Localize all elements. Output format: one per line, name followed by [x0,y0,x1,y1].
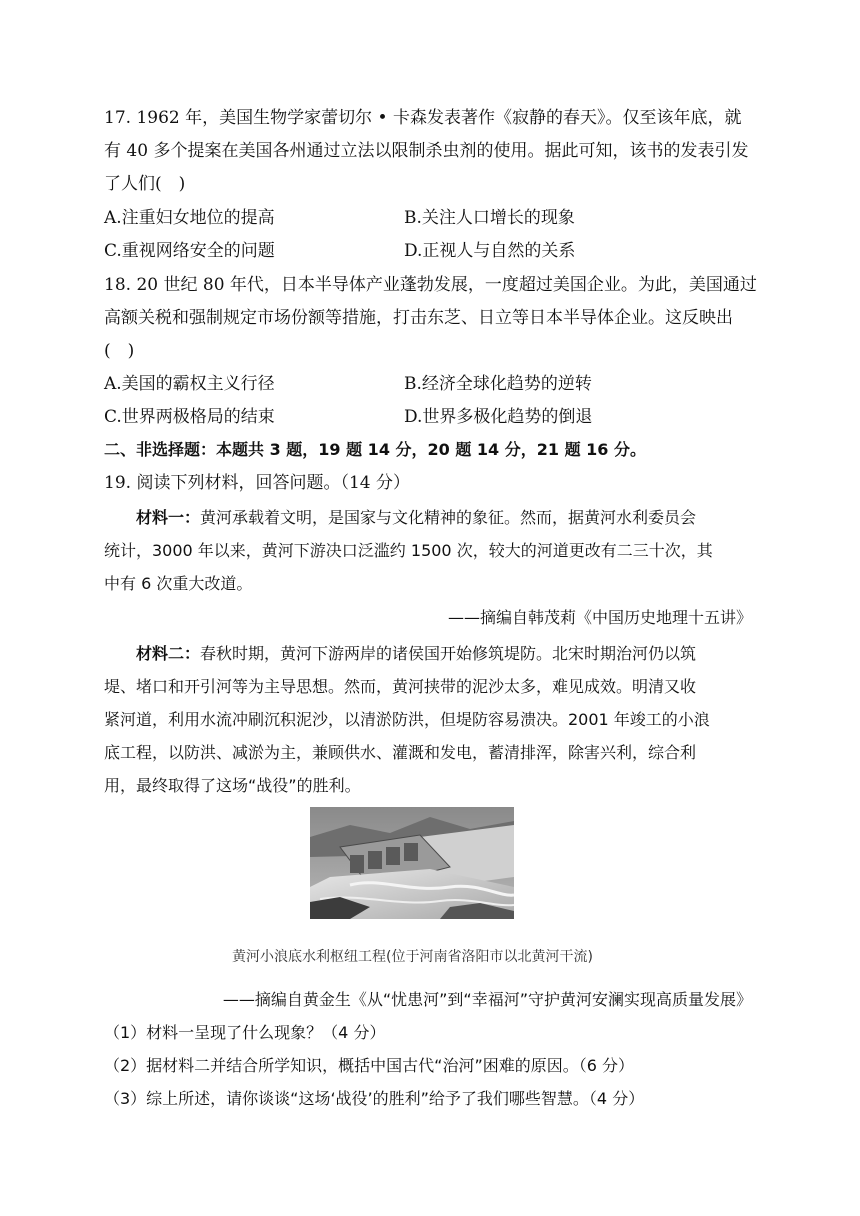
q19-sub-3: （3）综上所述，请你谈谈“这场‘战役’的胜利”给予了我们哪些智慧。（4 分） [104,1089,645,1108]
q17-option-b: B.关注人口增长的现象 [404,208,575,228]
material-1-source: ——摘编自韩茂莉《中国历史地理十五讲》 [447,608,752,627]
material-2-source: ——摘编自黄金生《从“忧患河”到“幸福河”守护黄河安澜实现高质量发展》 [222,990,752,1009]
q18-option-c: C.世界两极格局的结束 [104,407,275,427]
material-2-line-1 [136,643,696,665]
material-1-line-3: 中有 6 次重大改道。 [104,574,253,593]
dam-photo-image [310,807,514,919]
q17-line-3: 了人们( ) [104,174,186,194]
section-2-heading: 二、非选择题：本题共 3 题，19 题 14 分，20 题 14 分，21 题 16 分。 [104,440,647,459]
q18-option-a: A.美国的霸权主义行径 [104,374,275,394]
q19-sub-2: （2）据材料二并结合所学知识，概括中国古代“治河”困难的原因。（6 分） [104,1056,635,1075]
material-2-label: 材料二： [136,644,201,663]
material-1-line-1 [136,507,696,529]
material-1-text-1: 黄河承载着文明，是国家与文化精神的象征。然而，据黄河水利委员会 [200,508,697,527]
material-2-text-1: 春秋时期，黄河下游两岸的诸侯国开始修筑堤防。北宋时期治河仍以筑 [200,644,697,663]
q18-option-b: B.经济全球化趋势的逆转 [404,374,592,394]
q18-line-3: ( ) [104,341,135,361]
dam-photo-caption: 黄河小浪底水利枢纽工程(位于河南省洛阳市以北黄河干流) [232,949,593,965]
q19-intro: 19. 阅读下列材料，回答问题。（14 分） [104,473,410,493]
material-1-line-2: 统计，3000 年以来，黄河下游决口泛滥约 1500 次，较大的河道更改有二三十次，其 [104,541,713,560]
material-1-label: 材料一： [136,508,201,527]
q18-line-2: 高额关税和强制规定市场份额等措施，打击东芝、日立等日本半导体企业。这反映出 [104,308,733,328]
q18-line-1: 18. 20 世纪 80 年代，日本半导体产业蓬勃发展，一度超过美国企业。为此，美国通过 [104,275,757,295]
q17-line-2: 有 40 多个提案在美国各州通过立法以限制杀虫剂的使用。据此可知，该书的发表引发 [104,141,749,161]
material-2-line-2: 堤、堵口和开引河等为主导思想。然而，黄河挟带的泥沙太多，难见成效。明清又收 [104,677,697,696]
q19-sub-1: （1）材料一呈现了什么现象？（4 分） [104,1023,386,1042]
material-2-line-3: 紧河道，利用水流冲刷沉积泥沙，以清淤防洪，但堤防容易溃决。2001 年竣工的小浪 [104,710,710,729]
q17-option-a: A.注重妇女地位的提高 [104,208,275,228]
q17-option-d: D.正视人与自然的关系 [404,241,576,261]
q17-line-1: 17. 1962 年，美国生物学家蕾切尔 • 卡森发表著作《寂静的春天》。仅至该年底，就 [104,108,742,128]
q17-option-c: C.重视网络安全的问题 [104,241,275,261]
material-2-line-4: 底工程，以防洪、减淤为主，兼顾供水、灌溉和发电，蓄清排浑，除害兴利，综合利 [104,743,697,762]
material-2-line-5: 用，最终取得了这场“战役”的胜利。 [104,776,361,795]
q18-option-d: D.世界多极化趋势的倒退 [404,407,593,427]
dam-photo [310,807,514,919]
